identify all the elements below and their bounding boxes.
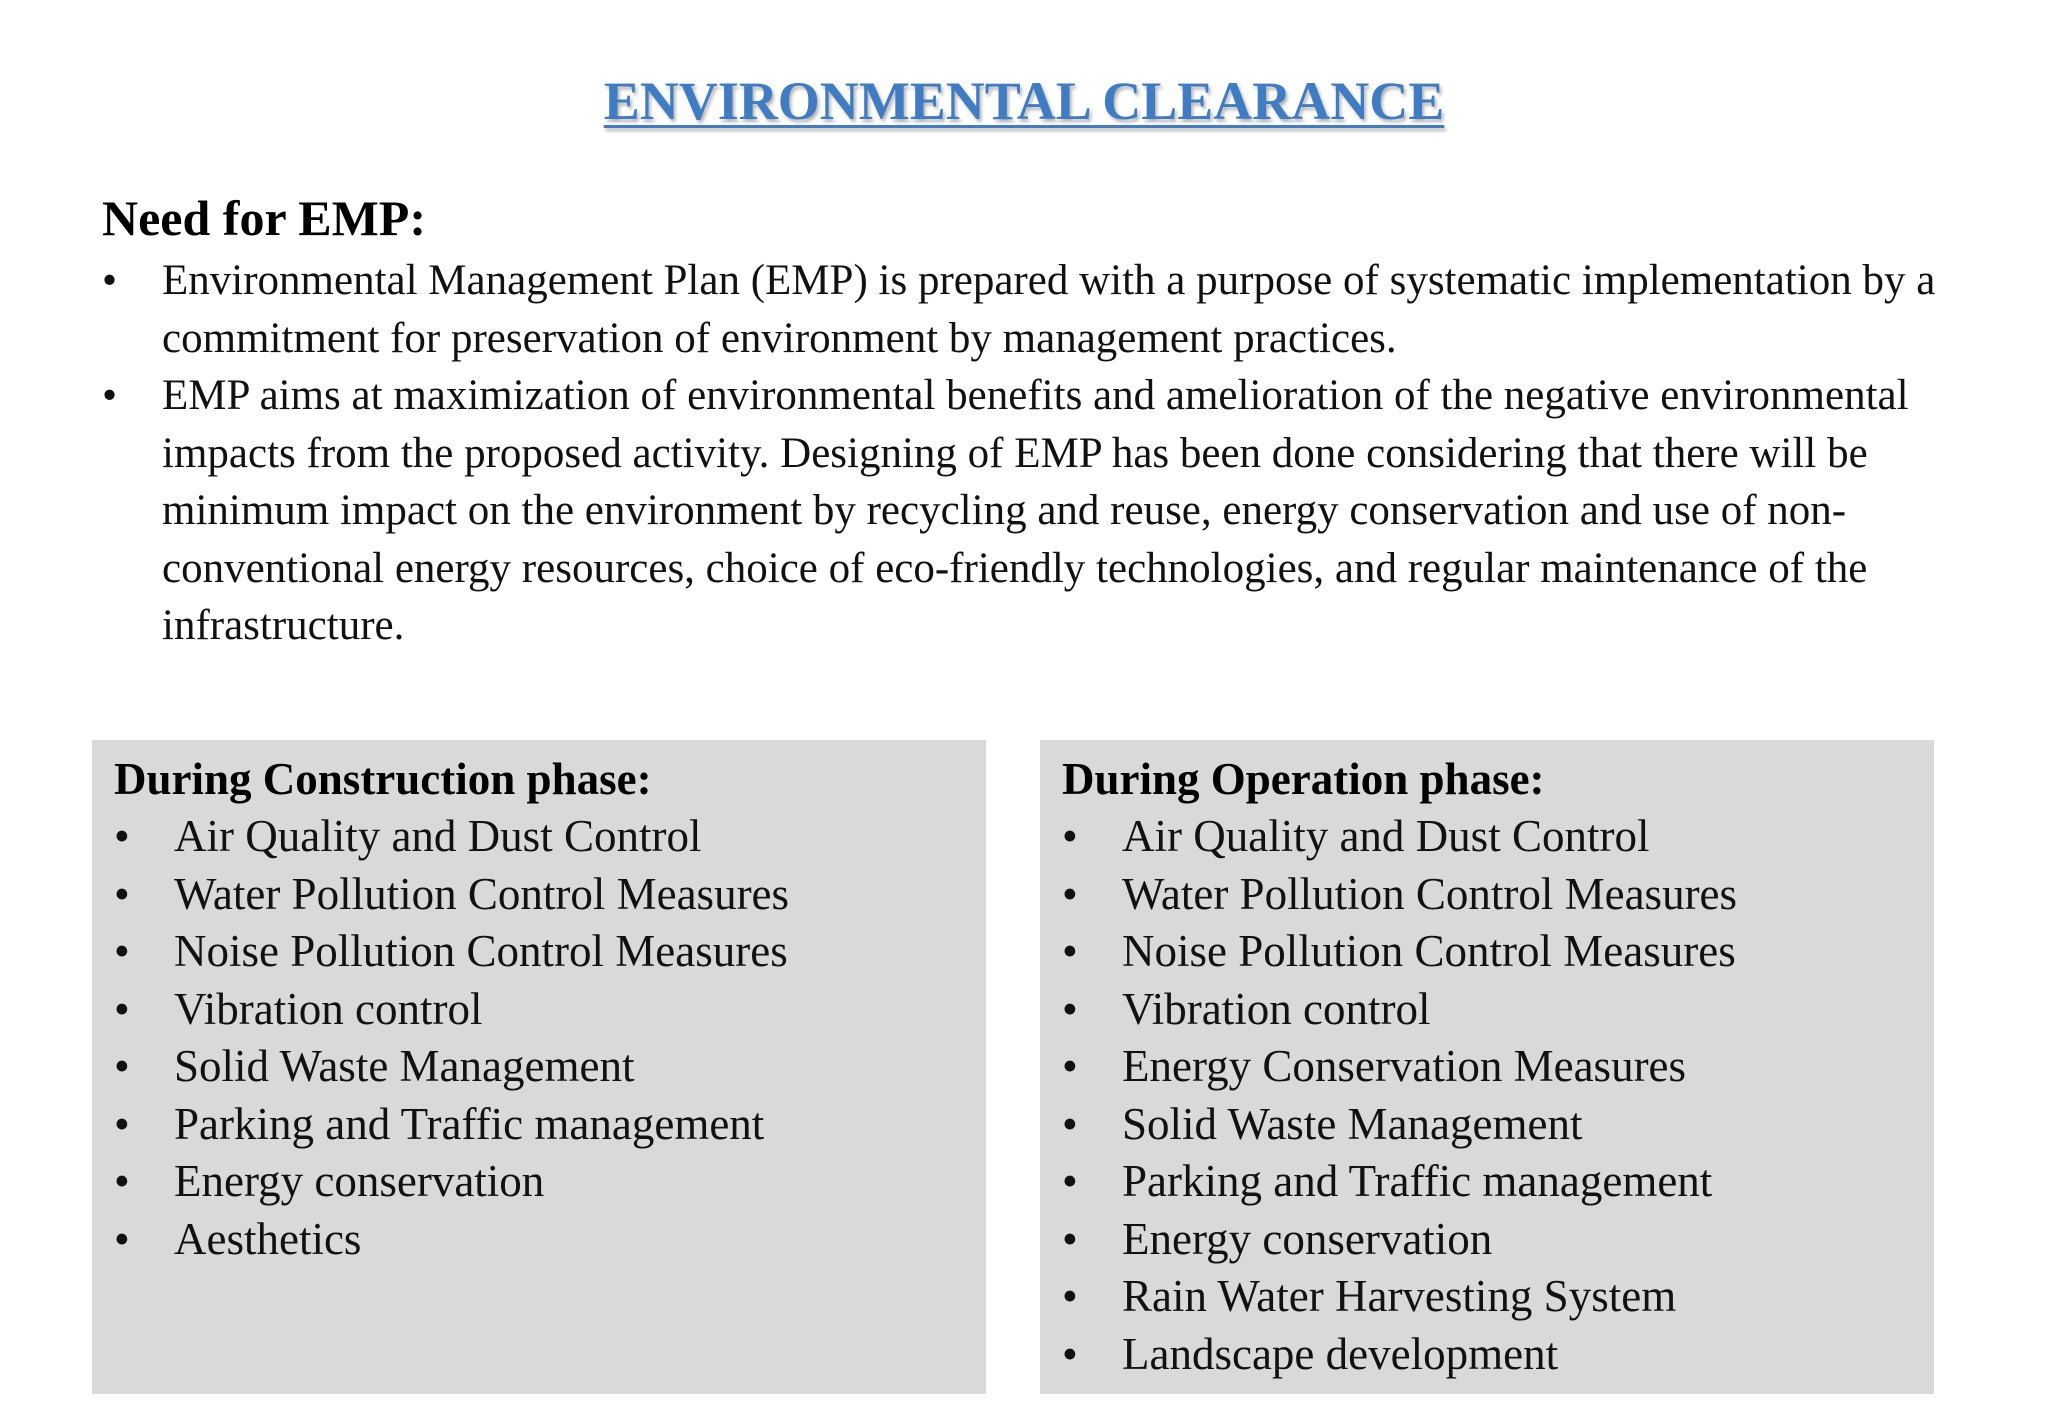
list-item	[1062, 1096, 1737, 1154]
list-item-text: Water Pollution Control Measures	[174, 868, 790, 919]
need-heading: Need for EMP:	[102, 190, 426, 246]
list-item	[114, 1211, 789, 1269]
operation-phase-list	[1062, 808, 1737, 1383]
list-item-text: Parking and Traffic management	[1122, 1156, 1713, 1206]
bullet-icon: •	[1062, 1156, 1078, 1206]
construction-phase-box	[92, 740, 986, 1394]
bullet-icon: •	[114, 1156, 130, 1206]
list-item-text: Aesthetics	[174, 1213, 362, 1264]
list-item	[114, 1153, 789, 1211]
list-item-text: Water Pollution Control Measures	[1122, 868, 1738, 919]
need-point-text: Environmental Management Plan (EMP) is prepared with a purpose of systematic implementation by a commitment for preservation of environment by management practices.	[162, 257, 1936, 362]
list-item-text: Solid Waste Management	[1122, 1098, 1583, 1149]
bullet-icon: •	[1062, 1328, 1078, 1379]
need-list	[102, 252, 2002, 655]
bullet-icon: •	[114, 983, 130, 1034]
bullet-icon: •	[1062, 1041, 1078, 1091]
list-item	[114, 1096, 789, 1154]
bullet-icon: •	[1062, 1213, 1078, 1264]
list-item	[1062, 1326, 1737, 1384]
list-item	[1062, 808, 1737, 866]
bullet-icon: •	[1062, 983, 1078, 1034]
list-item	[1062, 1211, 1737, 1269]
list-item-text: Solid Waste Management	[174, 1041, 635, 1091]
slide-title: ENVIRONMENTAL CLEARANCE	[603, 71, 1445, 131]
list-item	[1062, 1268, 1737, 1326]
bullet-icon: •	[1062, 1271, 1078, 1321]
bullet-icon: •	[102, 257, 118, 304]
list-item-text: Air Quality and Dust Control	[174, 811, 702, 861]
bullet-icon: •	[114, 868, 130, 919]
bullet-icon: •	[114, 1213, 130, 1264]
bullet-icon: •	[102, 372, 118, 419]
list-item-text: Noise Pollution Control Measures	[174, 926, 788, 976]
construction-phase-heading: During Construction phase:	[114, 754, 652, 804]
bullet-icon: •	[1062, 868, 1078, 919]
bullet-icon: •	[114, 1041, 130, 1091]
list-item	[1062, 866, 1737, 924]
list-item-text: Energy conservation	[1122, 1213, 1493, 1264]
bullet-icon: •	[114, 926, 130, 976]
list-item-text: Vibration control	[174, 983, 483, 1034]
list-item-text: Landscape development	[1122, 1328, 1559, 1379]
need-point	[102, 367, 2002, 655]
list-item	[1062, 923, 1737, 981]
bullet-icon: •	[1062, 811, 1078, 861]
list-item-text: Rain Water Harvesting System	[1122, 1271, 1677, 1321]
bullet-icon: •	[1062, 926, 1078, 976]
list-item-text: Parking and Traffic management	[174, 1098, 765, 1149]
bullet-icon: •	[114, 811, 130, 861]
operation-phase-heading: During Operation phase:	[1062, 754, 1545, 804]
need-point-text: EMP aims at maximization of environmental benefits and amelioration of the negative environmental impacts from the proposed activity. Designing of EMP has been done considering that there will be minimum impact on the environment by recycling and reuse, energy conservation and use of non-conventional energy resources, choice of eco-friendly technologies, and regular maintenance of the infrastructure.	[162, 372, 1909, 649]
list-item	[1062, 981, 1737, 1039]
need-point	[102, 252, 2002, 367]
list-item	[1062, 1153, 1737, 1211]
bullet-icon: •	[114, 1098, 130, 1149]
bullet-icon: •	[1062, 1098, 1078, 1149]
list-item	[114, 1038, 789, 1096]
list-item	[114, 866, 789, 924]
list-item	[114, 981, 789, 1039]
list-item-text: Energy conservation	[174, 1156, 545, 1206]
operation-phase-box	[1040, 740, 1934, 1394]
list-item	[1062, 1038, 1737, 1096]
construction-phase-list	[114, 808, 789, 1268]
list-item-text: Noise Pollution Control Measures	[1122, 926, 1736, 976]
list-item	[114, 923, 789, 981]
list-item-text: Energy Conservation Measures	[1122, 1041, 1687, 1091]
list-item	[114, 808, 789, 866]
list-item-text: Air Quality and Dust Control	[1122, 811, 1650, 861]
list-item-text: Vibration control	[1122, 983, 1431, 1034]
